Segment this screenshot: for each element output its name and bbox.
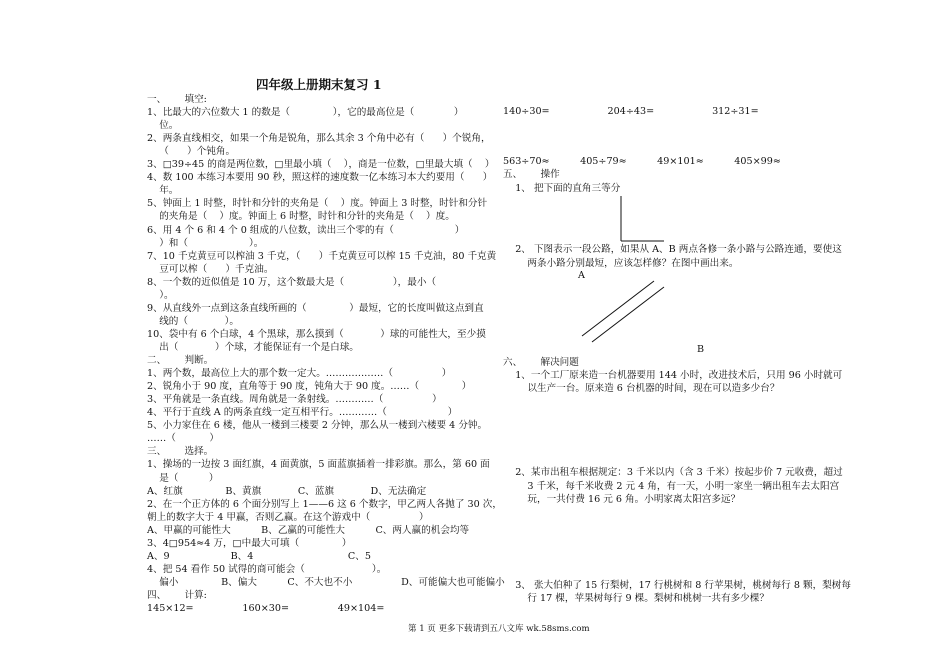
left-column-line: 145×12= 160×30= 49×104= <box>147 603 385 614</box>
left-column-line: 7、10 千克黄豆可以榨油 3 千克，（ ）千克黄豆可以榨 15 千克油，80 千克黄 <box>147 250 497 262</box>
left-column-line: 1、两个数，最高位上大的那个数一定大。………………（ ） <box>147 368 452 380</box>
left-column-line: 4、把 54 看作 50 试得的商可能会（ ）。 <box>147 563 387 575</box>
left-column-line: 朝上的数字大于 4 甲赢，否则乙赢。在这个游戏中（ ） <box>147 511 429 523</box>
page-footer: 第 1 页 更多下载请到五八文库 wk.58sms.com <box>408 624 590 634</box>
question-6-2-line-1: 2、某市出租车根据规定：3 千米以内（含 3 千米）按起步价 7 元收费，超过 <box>503 467 843 478</box>
left-column-line: ……（ ） <box>147 433 219 445</box>
left-column-line: 一、 填空: <box>147 94 207 105</box>
road-point-a-label: A <box>578 270 585 281</box>
question-6-2-line-2: 3 千米，每千米收费 2 元 4 角，有一天，小明一家坐一辆出租车去太阳宫 <box>503 481 840 492</box>
left-column-line: 线的（ ）。 <box>147 315 239 327</box>
left-column-line: A、甲赢的可能性大 B、乙赢的可能性大 C、两人赢的机会均等 <box>147 524 470 536</box>
left-column-line: 4、平行于直线 A 的两条直线一定互相平行。…………（ ） <box>147 407 458 419</box>
left-column-line: 6、用 4 个 6 和 4 个 0 组成的八位数，读出三个零的有（ ） <box>147 224 465 236</box>
left-column-line: 3、□39÷45 的商是两位数，□里最小填（ ），商是一位数，□里最大填（ ） <box>147 159 495 171</box>
question-5-2-line-2: 两条小路分别最短，应该怎样修？在图中画出来。 <box>503 258 739 269</box>
road-figure <box>582 281 664 342</box>
left-column-line: A、红旗 B、黄旗 C、蓝旗 D、无法确定 <box>147 485 427 497</box>
left-column-line: ）。 <box>147 289 174 301</box>
calc-row-2: 563÷70≈ 405÷79≈ 49×101≈ 405×99≈ <box>503 156 781 167</box>
left-column-line: 3、4□954≈4 万，□中最大可填（ ） <box>147 537 352 549</box>
left-column-line: 年。 <box>147 185 179 197</box>
left-column-line: 3、平角就是一条直线。周角就是一条射线。…………（ ） <box>147 394 442 406</box>
left-column-line: 2、两条直线相交，如果一个角是锐角，那么其余 3 个角中必有（ ）个锐角， <box>147 133 491 145</box>
question-6-3-line-2: 行 17 棵，苹果树每行 9 棵。梨树和桃树一共有多少棵？ <box>503 593 769 604</box>
question-6-1-line-2: 以生产一台。原来造 6 台机器的时间，现在可以造多少台？ <box>503 383 780 394</box>
page-title: 四年级上册期末复习 1 <box>256 77 382 92</box>
section-5-heading: 五、 操作 <box>503 169 560 180</box>
left-column-line: 是（ ） <box>147 472 219 484</box>
left-column-line: （ ）个钝角。 <box>147 146 236 158</box>
left-column-line: 4、数 100 本练习本要用 90 秒，照这样的速度数一亿本练习本大约要用（ ） <box>147 172 493 184</box>
left-column-line: 豆可以榨（ ）千克油。 <box>147 263 274 275</box>
calc-row-1: 140÷30= 204÷43= 312÷31= <box>503 106 759 117</box>
left-column-line: 的夹角是（ ）度。钟面上 6 时整，时针和分针的夹角是（ ）度。 <box>147 211 455 223</box>
left-column-line: 5、钟面上 1 时整，时针和分针的夹角是（ ）度。钟面上 3 时整，时针和分针 <box>147 198 488 210</box>
left-column-line: ）和（ ）。 <box>147 237 264 249</box>
question-5-2-line-1: 2、 下图表示一段公路，如果从 A、B 两点各修一条小路与公路连通，要使这 <box>503 244 842 255</box>
question-6-2-line-3: 玩，一共付费 16 元 6 角。小明家离太阳宫多远？ <box>503 494 741 505</box>
question-6-1-line-1: 1、一个工厂原来造一台机器要用 144 小时，改进技术后，只用 96 小时就可 <box>503 370 843 381</box>
question-6-3-line-1: 3、 张大伯种了 15 行梨树，17 行桃树和 8 行苹果树，桃树每行 8 颗，梨树每 <box>503 580 851 591</box>
left-column-line: 二、 判断。 <box>147 355 214 366</box>
road-point-b-label: B <box>697 344 705 355</box>
left-column-line: 出（ ）个球，才能保证有一个是白球。 <box>147 342 359 353</box>
question-5-1: 1、 把下面的直角三等分 <box>503 183 621 194</box>
left-column-line: 2、锐角小于 90 度，直角等于 90 度，钝角大于 90 度。……（ ） <box>147 381 472 393</box>
left-column-line: 2、在一个正方体的 6 个面分别写上 1——6 这 6 个数字，甲乙两人各抛了 30 次， <box>147 498 502 510</box>
left-column-line: 8、一个数的近似值是 10 万，这个数最大是（ ），最小（ <box>147 276 437 288</box>
left-column-line: 10、袋中有 6 个白球，4 个黑球，那么摸到（ ）球的可能性大，至少摸 <box>147 328 486 340</box>
left-column-line: 偏小 B、偏大 C、不大也不小 D、可能偏大也可能偏小 <box>147 576 505 588</box>
right-angle-figure <box>621 196 664 241</box>
left-column-line: 1、比最大的六位数大 1 的数是（ ），它的最高位是（ ） <box>147 107 464 118</box>
section-6-heading: 六、 解决问题 <box>503 357 579 368</box>
left-column-line: 位。 <box>147 120 179 132</box>
left-column-line: 三、 选择。 <box>147 446 214 458</box>
left-column-line: A、9 B、4 C、5 <box>147 550 371 562</box>
left-column-line: 9、从直线外一点到这条直线所画的（ ）最短，它的长度叫做这点到直 <box>147 302 484 314</box>
left-column-line: 5、小力家住在 6 楼，他从一楼到三楼要 2 分钟，那么从一楼到六楼要 4 分钟。 <box>147 420 488 432</box>
left-column-line: 1、操场的一边按 3 面红旗，4 面黄旗，5 面蓝旗插着一排彩旗。那么，第 60 面 <box>147 459 490 471</box>
left-column-line: 四、 计算: <box>147 589 207 601</box>
